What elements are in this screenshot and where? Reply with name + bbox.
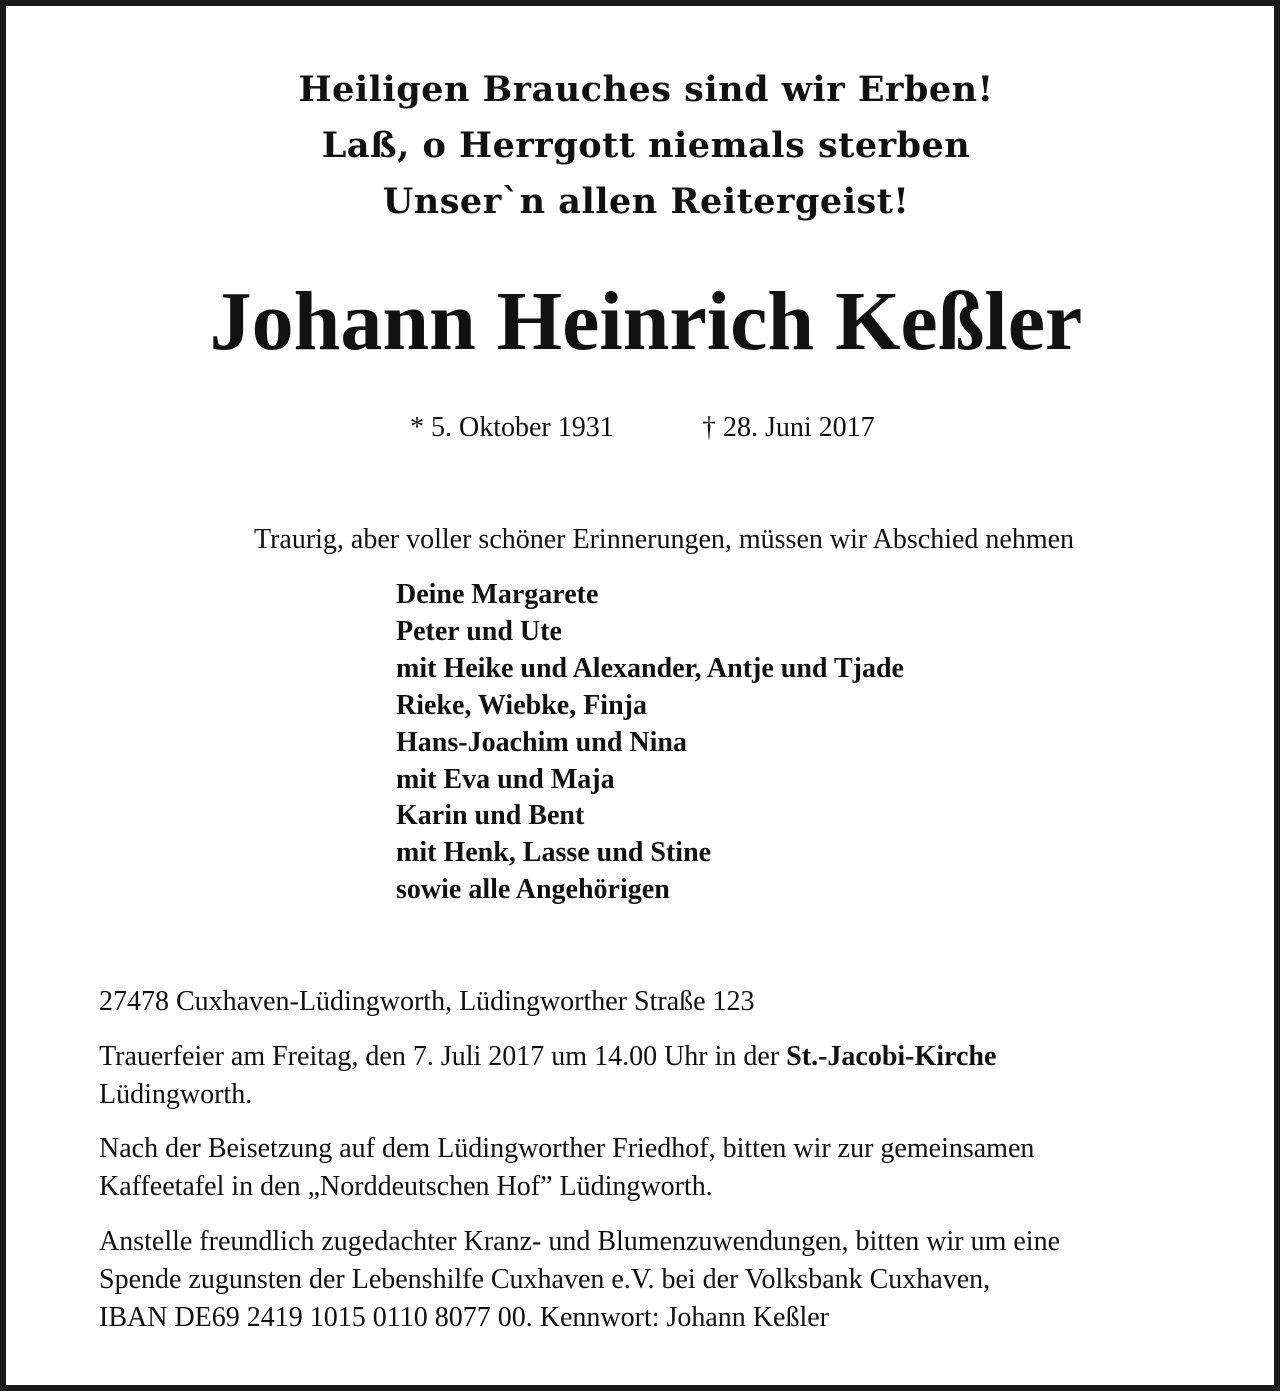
mourner-line: sowie alle Angehörigen	[396, 874, 670, 906]
birth-date: * 5. Oktober 1931	[410, 412, 614, 443]
donation-request	[99, 1223, 1060, 1337]
mourner-line: mit Eva und Maja	[396, 763, 615, 795]
verse-line-2: Laß, o Herrgott niemals sterben	[321, 125, 971, 166]
mourner-line: Karin und Bent	[396, 800, 585, 832]
deceased-name: Johann Heinrich Keßler	[209, 275, 1083, 368]
family-address	[99, 983, 755, 1021]
memorial-verse	[6, 62, 1280, 230]
service-text: Trauerfeier am Freitag, den 7. Juli 2017 um 14.00 Uhr in der	[99, 1041, 787, 1072]
mourner-line: Peter und Ute	[396, 615, 562, 647]
address-line: 27478 Cuxhaven-Lüdingworth, Lüdingworther Straße 123	[99, 986, 755, 1017]
service-line-1	[99, 1038, 996, 1076]
service-line-2: Lüdingworth.	[99, 1079, 253, 1110]
mourner-line: Deine Margarete	[396, 579, 599, 610]
verse-line-1: Heiligen Brauches sind wir Erben!	[298, 69, 994, 110]
donation-line-3: IBAN DE69 2419 1015 0110 8077 00. Kennwort: Johann Keßler	[99, 1302, 829, 1333]
coffee-line-1: Nach der Beisetzung auf dem Lüdingworther Friedhof, bitten wir zur gemeinsamen	[99, 1133, 1035, 1164]
mourner-line: mit Henk, Lasse und Stine	[396, 837, 712, 869]
death-date: † 28. Juni 2017	[702, 412, 875, 443]
mourner-line: Rieke, Wiebke, Finja	[396, 689, 647, 721]
mourners-list	[396, 577, 904, 909]
church-name: St.-Jacobi-Kirche	[786, 1041, 997, 1072]
mourner-line: mit Heike und Alexander, Antje und Tjade	[396, 652, 904, 684]
mourner-line: Hans-Joachim und Nina	[396, 726, 687, 758]
donation-line-2: Spende zugunsten der Lebenshilfe Cuxhaven e.V. bei der Volksbank Cuxhaven,	[99, 1264, 991, 1295]
coffee-gathering-info	[99, 1130, 1034, 1206]
verse-line-3: Unser`n allen Reitergeist!	[382, 181, 910, 222]
farewell-intro: Traurig, aber voller schöner Erinnerungen, müssen wir Abschied nehmen	[253, 524, 1075, 555]
donation-line-1: Anstelle freundlich zugedachter Kranz- und Blumenzuwendungen, bitten wir um eine	[99, 1226, 1061, 1257]
coffee-line-2: Kaffeetafel in den „Norddeutschen Hof” Lüdingworth.	[99, 1171, 713, 1202]
funeral-service-info	[99, 1038, 996, 1114]
